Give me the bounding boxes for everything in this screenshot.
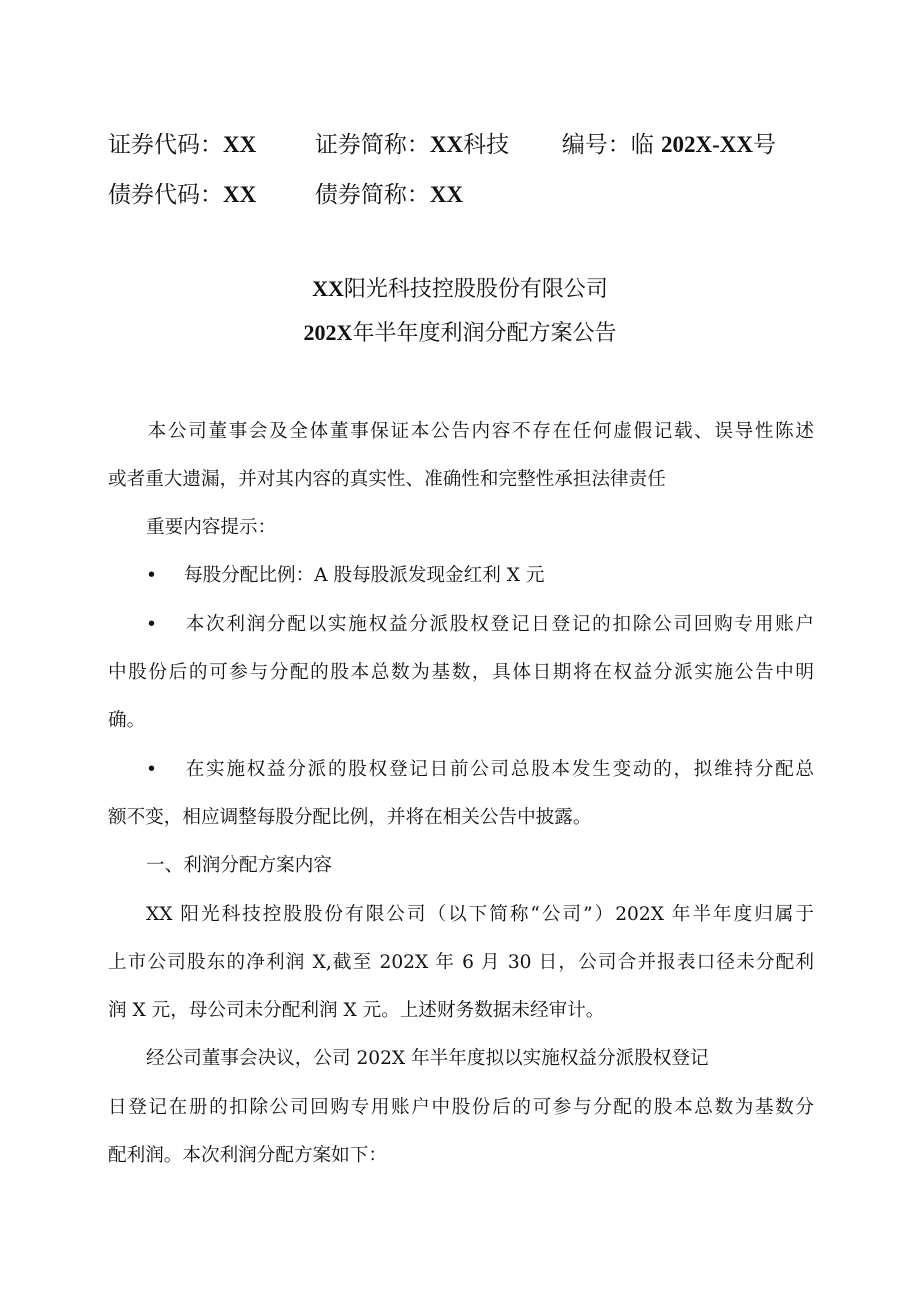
- paragraph-2-line-3: 配利润。本次利润分配方案如下：: [108, 1145, 387, 1166]
- title-company-prefix: XX: [312, 276, 344, 301]
- bullet-mark: •: [146, 759, 157, 780]
- tips-heading: 重要内容提示：: [146, 517, 277, 538]
- title-company-name: 阳光科技控股股份有限公司: [343, 277, 608, 302]
- bond-abbr-value: XX: [429, 182, 464, 207]
- title-announcement: [0, 318, 920, 349]
- bond-code-label: 债券代码：: [108, 182, 223, 208]
- stock-abbr-label: 证券简称：: [314, 132, 430, 158]
- announcement-no-label: 编号：临: [561, 132, 662, 158]
- stock-code-label: 证券代码：: [108, 132, 223, 158]
- paragraph-1-line-3: 润 X 元，母公司未分配利润 X 元。上述财务数据未经审计。: [108, 1000, 605, 1021]
- announcement-no-suffix: 号: [753, 132, 777, 158]
- header-line-2: [108, 180, 463, 210]
- bond-code-value: XX: [223, 182, 257, 207]
- paragraph-1-line-2: 上市公司股东的净利润 X,截至 202X 年 6 月 30 日，公司合并报表口径未分配利: [108, 952, 814, 973]
- bond-abbr-label: 债券简称：: [314, 182, 430, 208]
- bullet-item-3-line-1: • 在实施权益分派的股权登记日前公司总股本发生变动的，拟维持分配总: [108, 745, 814, 794]
- paragraph-1-line-1: XX 阳光科技控股股份有限公司（以下简称“公司”）202X 年半年度归属于: [146, 904, 814, 925]
- announcement-no-value: 202X-XX: [661, 132, 754, 157]
- bullet-item-3-line-2: 额不变，相应调整每股分配比例，并将在相关公告中披露。: [108, 807, 592, 828]
- paragraph-2-line-2: 日登记在册的扣除公司回购专用账户中股份后的可参与分配的股本总数为基数分: [108, 1097, 814, 1118]
- statement-line-1: 本公司董事会及全体董事保证本公告内容不存在任何虚假记载、误导性陈述: [146, 421, 814, 442]
- bullet-item-2-line-3: 确。: [108, 710, 146, 731]
- title-company: [0, 274, 920, 305]
- title-year: 202X: [303, 320, 353, 345]
- bullet-item-1: • 每股分配比例：A 股每股派发现金红利 X 元: [108, 551, 814, 600]
- stock-abbr-value: XX: [429, 132, 464, 157]
- bullet-item-2-line-2: 中股份后的可参与分配的股本总数为基数，具体日期将在权益分派实施公告中明: [108, 662, 814, 683]
- bullet-mark: •: [146, 565, 157, 586]
- header-line-1: [108, 130, 776, 160]
- section-heading-1: 一、利润分配方案内容: [146, 855, 332, 876]
- title-announcement-text: 年半年度利润分配方案公告: [352, 321, 617, 346]
- stock-abbr-suffix: 科技: [463, 132, 510, 158]
- bullet-item-2-line-1: • 本次利润分配以实施权益分派股权登记日登记的扣除公司回购专用账户: [108, 600, 814, 649]
- paragraph-2-line-1: 经公司董事会决议，公司 202X 年半年度拟以实施权益分派股权登记: [146, 1048, 709, 1069]
- bullet-mark: •: [146, 614, 157, 635]
- stock-code-value: XX: [223, 132, 257, 157]
- statement-line-2: 或者重大遗漏，并对其内容的真实性、准确性和完整性承担法律责任: [108, 469, 666, 490]
